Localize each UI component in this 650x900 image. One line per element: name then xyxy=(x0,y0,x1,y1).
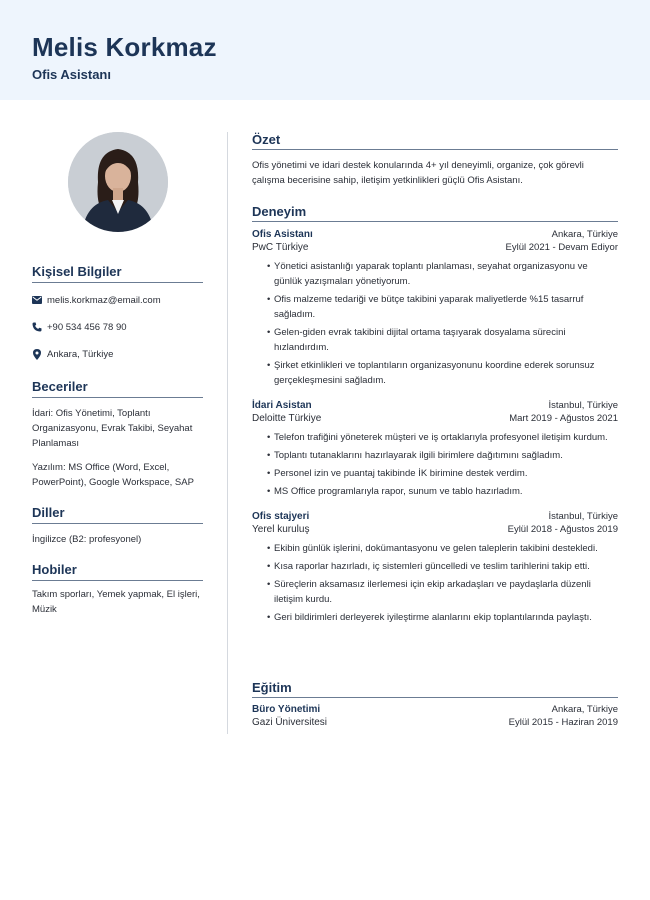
job-bullet: • Süreçlerin aksamasız ilerlemesi için ekip arkadaşları ve paydaşlarla düzenli iletişim kurdu. xyxy=(267,577,618,607)
education-location: Ankara, Türkiye xyxy=(551,704,618,715)
phone-row[interactable] xyxy=(32,320,203,334)
hobbies-section xyxy=(32,562,203,617)
job-bullet: • Gelen-giden evrak takibini dijital ortama taşıyarak dosyalama sürecini hızlandırdım. xyxy=(267,325,618,355)
education-degree: Büro Yönetimi xyxy=(252,704,321,715)
job-bullet: • Kısa raporlar hazırladı, iç sistemleri güncelledi ve teslim tarihlerini takip etti. xyxy=(267,559,618,574)
job-company: Yerel kuruluş xyxy=(252,524,310,535)
job-company: PwC Türkiye xyxy=(252,242,309,253)
phone-icon xyxy=(32,322,42,332)
summary-section xyxy=(252,132,618,188)
education-section xyxy=(252,680,618,728)
education-heading: Eğitim xyxy=(252,680,618,698)
job-title: İdari Asistan xyxy=(252,400,312,411)
job-location: İstanbul, Türkiye xyxy=(548,400,618,411)
personal-info-heading: Kişisel Bilgiler xyxy=(32,264,203,283)
job-bullets xyxy=(267,259,618,388)
education-dates: Eylül 2015 - Haziran 2019 xyxy=(508,717,618,728)
languages-heading: Diller xyxy=(32,505,203,524)
skills-heading: Beceriler xyxy=(32,379,203,398)
phone-text: +90 534 456 78 90 xyxy=(47,321,127,333)
personal-info-section xyxy=(32,264,203,361)
job-location: Ankara, Türkiye xyxy=(551,229,618,240)
mail-icon xyxy=(32,295,42,305)
job-bullet: • Personel izin ve puantaj takibinde İK birimine destek verdim. xyxy=(267,466,618,481)
location-pin-icon xyxy=(32,349,42,359)
candidate-name: Melis Korkmaz xyxy=(32,32,217,62)
header-band xyxy=(0,0,650,100)
job-bullet: • MS Office programlarıyla rapor, sunum ve tablo hazırladım. xyxy=(267,484,618,499)
job-bullet: • Yönetici asistanlığı yaparak toplantı planlaması, seyahat organizasyonu ve günlük yazışmaları yönetiyorum. xyxy=(267,259,618,289)
skill-item: İdari: Ofis Yönetimi, Toplantı Organizasyonu, Evrak Takibi, Seyahat Planlaması xyxy=(32,408,193,449)
job-bullet: • Şirket etkinlikleri ve toplantıların organizasyonunu koordine ederek sorunsuz gerçekleşmesini sağladım. xyxy=(267,358,618,388)
portrait-illustration xyxy=(68,132,168,232)
candidate-title: Ofis Asistanı xyxy=(32,67,111,82)
hobbies-text: Takım sporları, Yemek yapmak, El işleri, Müzik xyxy=(32,589,200,615)
job-bullets xyxy=(267,430,618,499)
location-text: Ankara, Türkiye xyxy=(47,348,114,360)
languages-section xyxy=(32,505,203,547)
job-entry xyxy=(252,511,618,625)
sidebar-photo-area xyxy=(32,132,203,232)
job-entry xyxy=(252,229,618,388)
hobbies-heading: Hobiler xyxy=(32,562,203,581)
location-row xyxy=(32,347,203,361)
column-divider xyxy=(227,132,228,734)
education-school: Gazi Üniversitesi xyxy=(252,717,328,728)
experience-heading: Deneyim xyxy=(252,204,618,222)
language-item: İngilizce (B2: profesyonel) xyxy=(32,534,142,545)
job-dates: Eylül 2018 - Ağustos 2019 xyxy=(507,524,618,535)
job-bullet: • Ofis malzeme tedariği ve bütçe takibini yaparak maliyetlerde %15 tasarruf sağladım. xyxy=(267,292,618,322)
job-title: Ofis stajyeri xyxy=(252,511,310,522)
job-dates: Eylül 2021 - Devam Ediyor xyxy=(505,242,618,253)
profile-photo xyxy=(68,132,168,232)
skills-section xyxy=(32,379,203,490)
job-bullet: • Geri bildirimleri derleyerek iyileştirme alanlarını ekip toplantılarında paylaştı. xyxy=(267,610,618,625)
job-dates: Mart 2019 - Ağustos 2021 xyxy=(509,413,618,424)
email-row[interactable] xyxy=(32,293,203,307)
job-title: Ofis Asistanı xyxy=(252,229,313,240)
job-bullet: • Toplantı tutanaklarını hazırlayarak ilgili birimlere dağıtımını sağladım. xyxy=(267,448,618,463)
summary-heading: Özet xyxy=(252,132,618,150)
job-bullets xyxy=(267,541,618,625)
experience-section xyxy=(252,204,618,628)
summary-text: Ofis yönetimi ve idari destek konularında 4+ yıl deneyimli, organize, çok görevli çalışma becerisine sahip, iletişim yetkinlikleri güçlü Ofis Asistanı. xyxy=(252,160,584,186)
job-entry xyxy=(252,400,618,499)
job-company: Deloitte Türkiye xyxy=(252,413,322,424)
job-location: İstanbul, Türkiye xyxy=(548,511,618,522)
education-entry xyxy=(252,704,618,728)
skill-item: Yazılım: MS Office (Word, Excel, PowerPoint), Google Workspace, SAP xyxy=(32,462,194,488)
email-text: melis.korkmaz@email.com xyxy=(47,294,161,306)
job-bullet: • Ekibin günlük işlerini, dokümantasyonu ve gelen taleplerin takibini destekledi. xyxy=(267,541,618,556)
job-bullet: • Telefon trafiğini yöneterek müşteri ve iş ortaklarıyla profesyonel iletişim kurdum. xyxy=(267,430,618,445)
